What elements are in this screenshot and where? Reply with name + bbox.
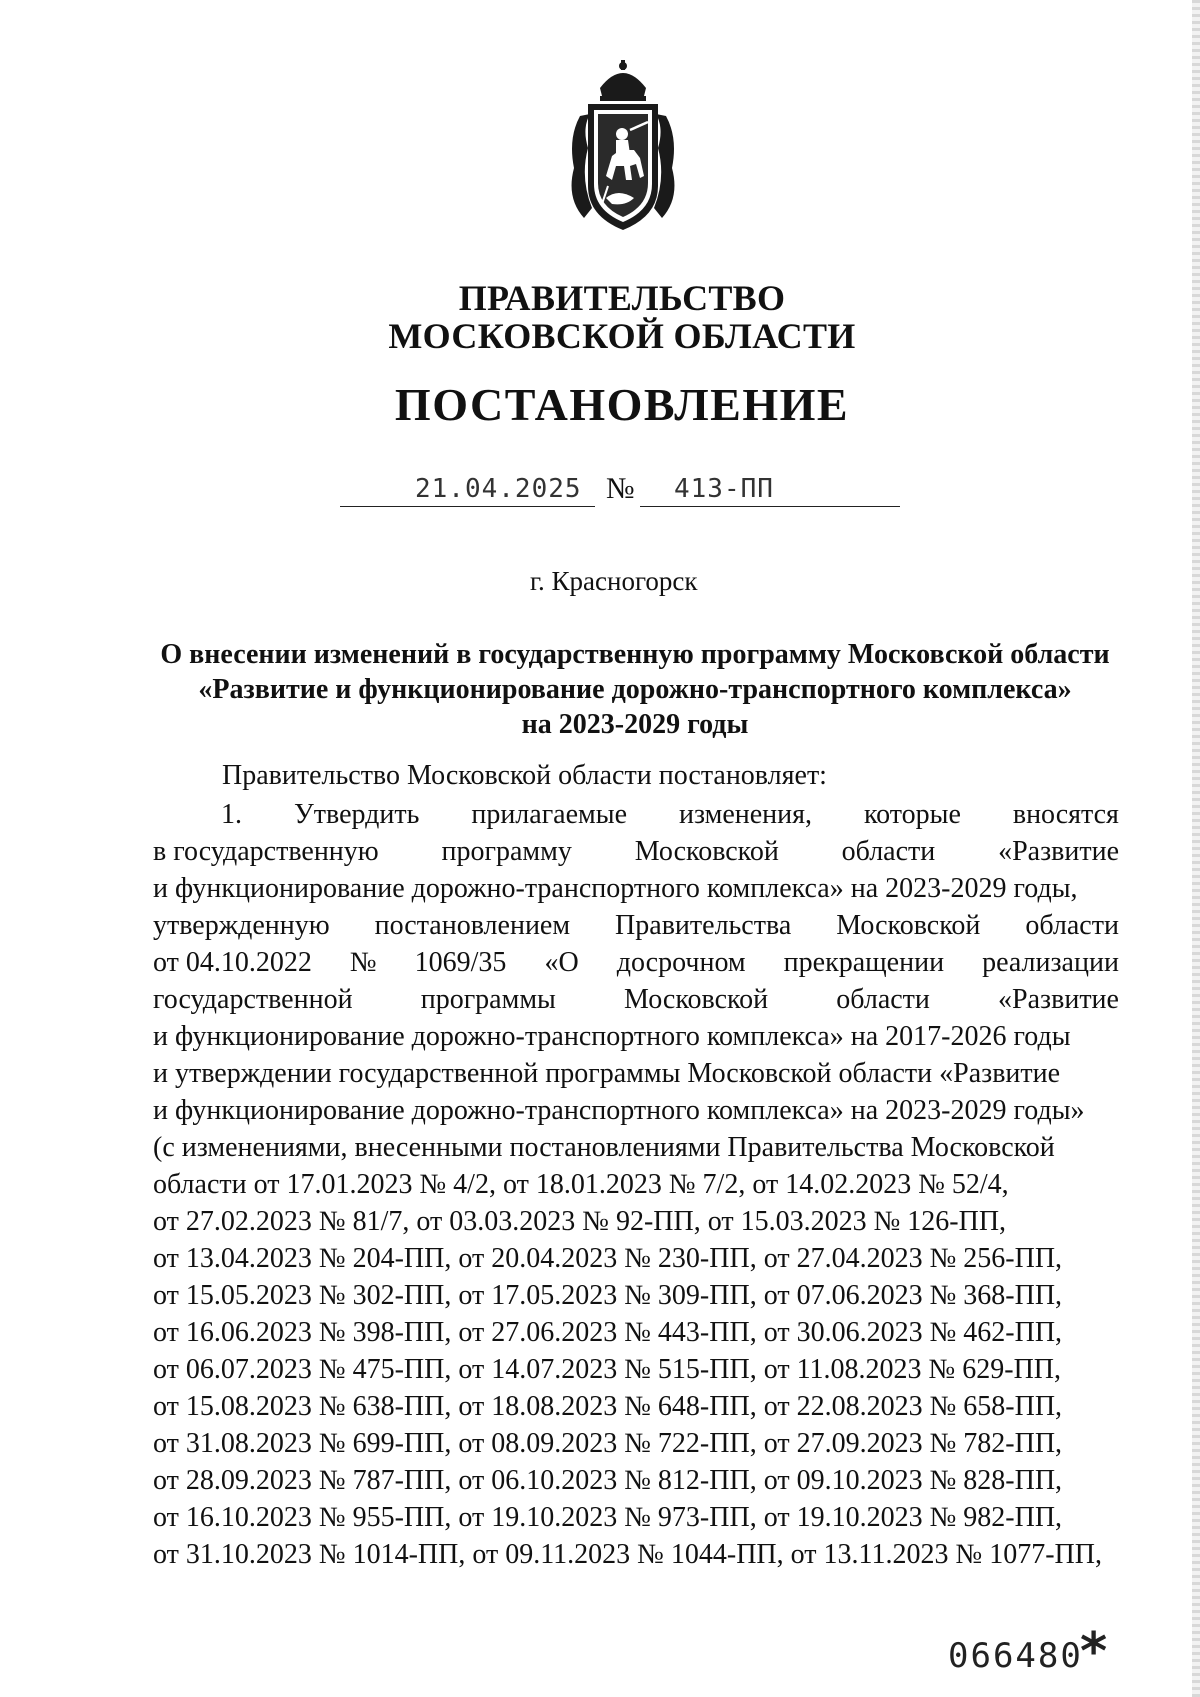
body-line (153, 1018, 1119, 1055)
org-name-line2: МОСКОВСКОЙ ОБЛАСТИ (388, 316, 856, 356)
body-word: от 28.09.2023 № 787-ПП, от 06.10.2023 № 812-ПП, от 09.10.2023 № 828-ПП, (153, 1465, 1063, 1496)
body-word: программы (420, 984, 556, 1015)
body-line (153, 1092, 1119, 1129)
body-word: в государственную (153, 836, 379, 867)
body-word: Утвердить (293, 799, 420, 830)
document-title-line1: О внесении изменений в государственную программу Московской области (160, 639, 1110, 670)
body-line (153, 1240, 1119, 1277)
coat-of-arms-icon (560, 58, 686, 234)
body-word: прилагаемые (471, 799, 627, 830)
body-word: от 31.08.2023 № 699-ПП, от 08.09.2023 № 722-ПП, от 27.09.2023 № 782-ПП, (153, 1428, 1063, 1459)
document-title-line2: «Развитие и функционирование дорожно-транспортного комплекса» (198, 674, 1072, 705)
body-word: (с изменениями, внесенными постановлениями Правительства Московской (153, 1132, 1055, 1163)
body-line (153, 1462, 1119, 1499)
body-line (153, 1388, 1119, 1425)
body-word: области от 17.01.2023 № 4/2, от 18.01.2023 № 7/2, от 14.02.2023 № 52/4, (153, 1169, 1009, 1200)
body-word: области (836, 984, 930, 1015)
body-line (153, 1425, 1119, 1462)
body-word: Московской (624, 984, 769, 1015)
body-word: вносятся (1012, 799, 1119, 830)
body-word: Московской (634, 836, 779, 867)
body-word: прекращении (783, 947, 945, 978)
body-line (153, 1351, 1119, 1388)
city: г. Красногорск (530, 566, 698, 596)
body-line (153, 1166, 1119, 1203)
body-line (153, 907, 1119, 944)
body-word: области (1025, 910, 1119, 941)
body-word: реализации (982, 947, 1119, 978)
body-word: от 16.06.2023 № 398-ПП, от 27.06.2023 № 443-ПП, от 30.06.2023 № 462-ПП, (153, 1317, 1063, 1348)
scan-edge (1192, 0, 1200, 1697)
body-word: от 13.04.2023 № 204-ПП, от 20.04.2023 № 230-ПП, от 27.04.2023 № 256-ПП, (153, 1243, 1063, 1274)
body-word: от 15.08.2023 № 638-ПП, от 18.08.2023 № 648-ПП, от 22.08.2023 № 658-ПП, (153, 1391, 1063, 1422)
date-underline (340, 506, 595, 507)
number-underline (640, 506, 900, 507)
body-word: и функционирование дорожно-транспортного комплекса» на 2023-2029 годы» (153, 1095, 1085, 1126)
document-date: 21.04.2025 (415, 474, 582, 504)
body-word: от 15.05.2023 № 302-ПП, от 17.05.2023 № 309-ПП, от 07.06.2023 № 368-ПП, (153, 1280, 1063, 1311)
body-word: государственной (153, 984, 353, 1015)
body-line (153, 1499, 1119, 1536)
body-word: которые (863, 799, 961, 830)
body-word: программу (441, 836, 572, 867)
document-serial-number: 066480 (948, 1636, 1083, 1676)
body-word: 1069/35 (414, 947, 507, 978)
body-line (153, 1277, 1119, 1314)
body-word: «Развитие (998, 984, 1119, 1015)
body-line (153, 981, 1119, 1018)
body-line (153, 1203, 1119, 1240)
body-word: и функционирование дорожно-транспортного комплекса» на 2023-2029 годы, (153, 873, 1078, 904)
number-sign: № (606, 472, 635, 505)
body-line (153, 944, 1119, 981)
body-word: Правительства (615, 910, 792, 941)
body-line (153, 1536, 1119, 1573)
body-line (153, 870, 1119, 907)
body-word: досрочном (616, 947, 746, 978)
body-line (153, 1129, 1119, 1166)
document-number: 413-ПП (674, 474, 774, 504)
body-word: области (841, 836, 936, 867)
document-title-line3: на 2023-2029 годы (521, 709, 749, 740)
asterisk-mark: * (1080, 1622, 1108, 1682)
body-word: от 31.10.2023 № 1014-ПП, от 09.11.2023 № 1044-ПП, от 13.11.2023 № 1077-ПП, (153, 1539, 1102, 1570)
document-type: ПОСТАНОВЛЕНИЕ (394, 379, 850, 430)
body-word: от 04.10.2022 (153, 947, 312, 978)
body-paragraph (153, 796, 1119, 1573)
body-word: «О (544, 947, 579, 978)
body-word: и функционирование дорожно-транспортного комплекса» на 2017-2026 годы (153, 1021, 1071, 1052)
body-line (153, 833, 1119, 870)
body-word: «Развитие (998, 836, 1119, 867)
body-word: постановлением (374, 910, 571, 941)
body-word: утвержденную (153, 910, 330, 941)
intro-paragraph: Правительство Московской области постановляет: (222, 760, 827, 791)
body-word: от 06.07.2023 № 475-ПП, от 14.07.2023 № 515-ПП, от 11.08.2023 № 629-ПП, (153, 1354, 1062, 1385)
org-name-line1: ПРАВИТЕЛЬСТВО (458, 278, 786, 318)
body-word: 1. (221, 799, 242, 830)
body-word: от 16.10.2023 № 955-ПП, от 19.10.2023 № 973-ПП, от 19.10.2023 № 982-ПП, (153, 1502, 1063, 1533)
body-line (153, 1055, 1119, 1092)
body-line (153, 1314, 1119, 1351)
body-word: Московской (836, 910, 981, 941)
body-word: № (349, 947, 377, 978)
body-word: и утверждении государственной программы Московской области «Развитие (153, 1058, 1061, 1089)
body-word: от 27.02.2023 № 81/7, от 03.03.2023 № 92-ПП, от 15.03.2023 № 126-ПП, (153, 1206, 1007, 1237)
body-word: изменения, (678, 799, 813, 830)
body-line (153, 796, 1119, 833)
